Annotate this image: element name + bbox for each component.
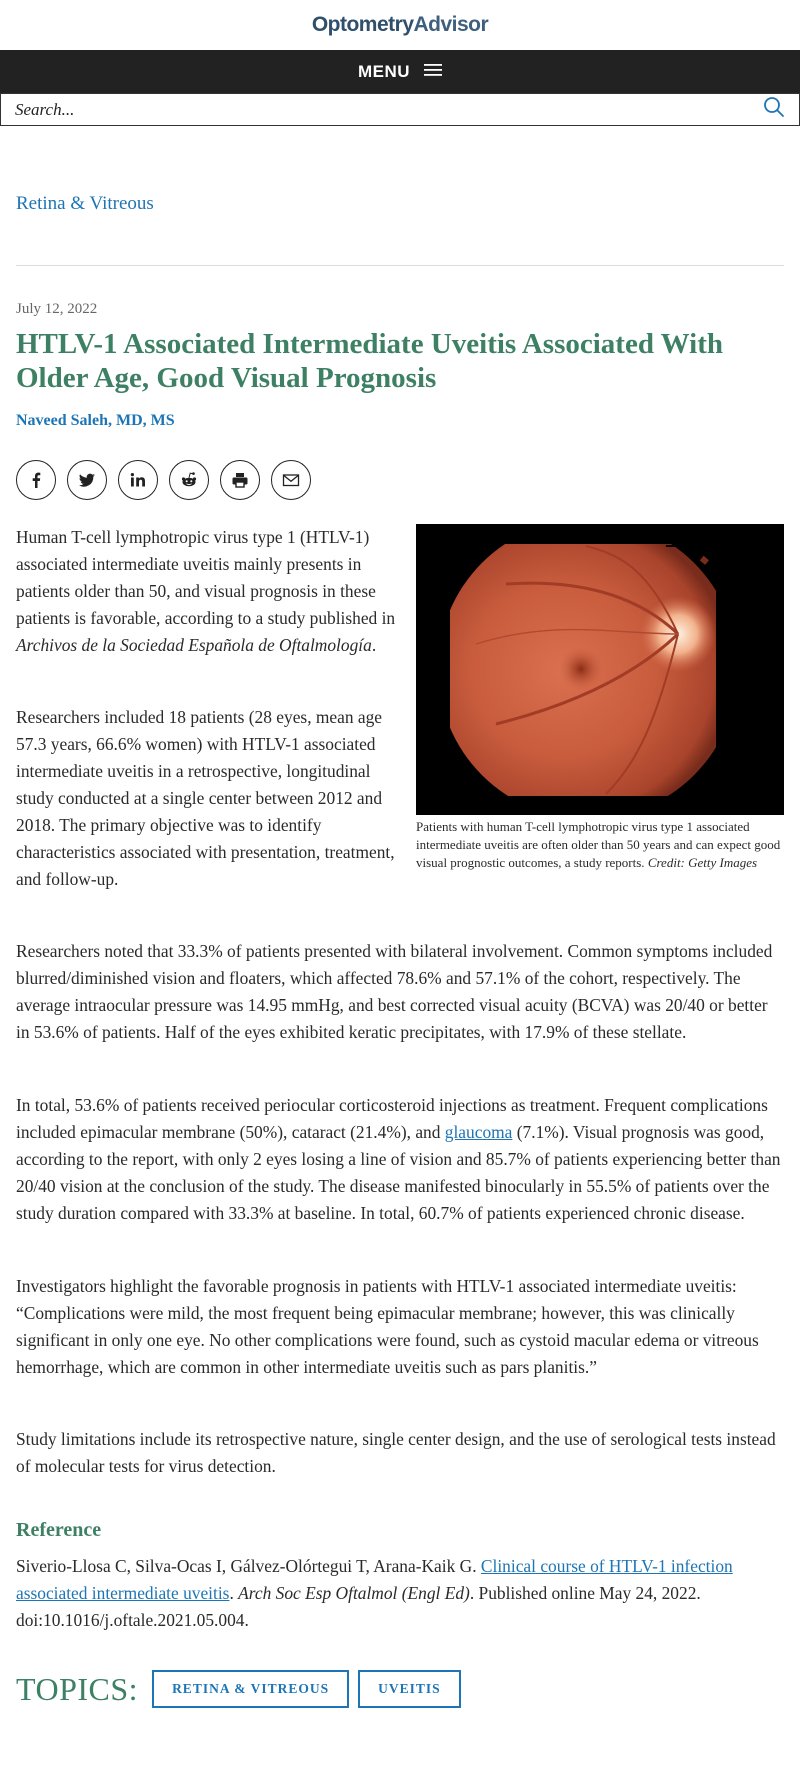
logo-part-2: Advisor [413,13,489,36]
twitter-share-button[interactable] [67,460,107,500]
p4-text-a: In total, 53.6% of patients received periocular corticosteroid injections as treatment. Frequent complications included epimacular membrane (50%), cataract (21.4%), and [16,1095,768,1142]
reference-details: . Published online May 24, 2022. doi:10.1016/j.oftale.2021.05.004. [16,1583,701,1630]
article-paragraph-4 [16,1092,784,1227]
p4-text-b: (7.1%). Visual prognosis was good, according to the report, with only 2 eyes losing a line of vision and 85.7% of patients experiencing better than 20/40 vision at the conclusion of the study. The disease manifested binocularly in 55.5% of patients over the study duration compared with 33.3% at baseline. In total, 60.7% of patients experienced chronic disease. [16,1122,781,1223]
twitter-icon [77,470,97,490]
caption-text: Patients with human T-cell lymphotropic virus type 1 associated intermediate uveitis are often older than 50 years and can expect good visual prognostic outcomes, a study reports. [416,819,781,870]
article-title: HTLV-1 Associated Intermediate Uveitis Associated With Older Age, Good Visual Prognosis [16,328,724,394]
fundus-image [416,524,784,815]
reference-sep: . [229,1583,239,1603]
journal-name: Archivos de la Sociedad Española de Oftalmología [16,635,372,655]
article-paragraph-3: Researchers noted that 33.3% of patients presented with bilateral involvement. Common symptoms included blurred/diminished vision and floaters, which affected 78.6% and 57.1% of the cohort, respectively. The average intraocular pressure was 14.95 mmHg, and best corrected visual acuity (BCVA) was 20/40 or better in 53.6% of patients. Half of the eyes exhibited keratic precipitates, with 17.9% of these stellate. [16,941,773,1042]
facebook-share-button[interactable] [16,460,56,500]
site-logo[interactable] [312,13,488,37]
menu-button[interactable] [0,50,800,93]
search-bar [0,93,800,126]
topic-retina-vitreous[interactable]: RETINA & VITREOUS [152,1670,349,1708]
linkedin-icon [128,470,148,490]
reddit-icon [179,470,199,490]
reference-heading: Reference [16,1519,102,1541]
facebook-icon [26,470,46,490]
glaucoma-link[interactable]: glaucoma [444,1122,513,1142]
p1-end: . [371,635,377,655]
hamburger-icon [424,62,442,82]
email-share-button[interactable] [271,460,311,500]
reference-authors: Siverio-Llosa C, Silva-Ocas I, Gálvez-Olórtegui T, Arana-Kaik G. [16,1556,481,1576]
linkedin-share-button[interactable] [118,460,158,500]
search-icon[interactable] [763,96,785,123]
figure-caption [416,818,784,872]
menu-label: MENU [357,61,411,81]
reference-citation [16,1553,784,1634]
category-link[interactable]: Retina & Vitreous [16,193,154,214]
article-figure [416,524,784,872]
logo-part-1: Optometry [311,13,414,36]
topics-label: TOPICS: [16,1670,139,1707]
author-link[interactable]: Naveed Saleh, MD, MS [16,412,175,429]
article-paragraph-5: Investigators highlight the favorable prognosis in patients with HTLV-1 associated intermediate uveitis: “Complications were mild, the most frequent being epimacular membrane; however, this was clinically significant in only one eye. No other complications were found, such as cystoid macular edema or vitreous hemorrhage, which are common in other intermediate uveitis such as pars planitis.” [16,1276,759,1377]
search-input[interactable] [15,100,615,120]
article-paragraph-1 [16,524,396,659]
topics-section [16,1670,470,1708]
print-icon [230,470,250,490]
p1-text: Human T-cell lymphotropic virus type 1 (HTLV-1) associated intermediate uveitis mainly presents in patients older than 50, and visual prognosis in these patients is favorable, according to a study published in [16,527,396,628]
email-icon [281,470,301,490]
reference-journal: Arch Soc Esp Oftalmol (Engl Ed) [238,1583,470,1603]
reddit-share-button[interactable] [169,460,209,500]
share-buttons [16,460,311,500]
divider [16,265,784,266]
topic-uveitis[interactable]: UVEITIS [358,1670,461,1708]
reference-link[interactable]: Clinical course of HTLV-1 infection associated intermediate uveitis [16,1556,733,1603]
article-paragraph-2: Researchers included 18 patients (28 eyes, mean age 57.3 years, 66.6% women) with HTLV-1 associated intermediate uveitis in a retrospective, longitudinal study conducted at a single center between 2012 and 2018. The primary objective was to identify characteristics associated with presentation, treatment, and follow-up. [16,707,395,889]
caption-credit: Credit: Getty Images [647,855,758,870]
site-header [0,0,800,50]
article-paragraph-6: Study limitations include its retrospective nature, single center design, and the use of serological tests instead of molecular tests for virus detection. [16,1429,776,1476]
print-button[interactable] [220,460,260,500]
article-date: July 12, 2022 [16,301,98,317]
